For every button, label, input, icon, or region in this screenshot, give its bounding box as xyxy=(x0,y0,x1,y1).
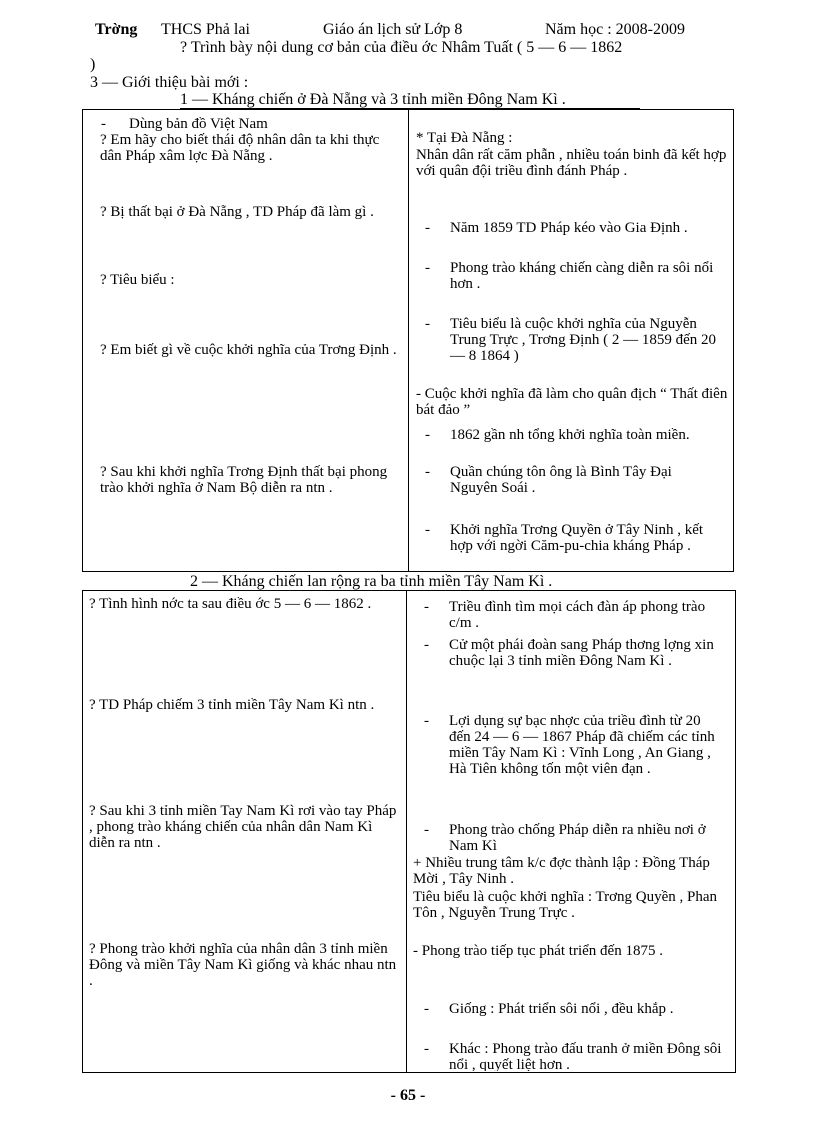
intro-heading: 3 — Giới thiệu bài mới : xyxy=(90,74,249,91)
right-answer: Phong trào kháng chiến càng diễn ra sôi nổi hơn . xyxy=(450,260,714,292)
right-answer: Khởi nghĩa Trơng Quyền ở Tây Ninh , kết hợp với ngời Căm-pu-chia kháng Pháp . xyxy=(450,522,704,554)
left-question: ? Em biết gì về cuộc khởi nghĩa của Trơng Định . xyxy=(100,342,397,358)
bullet-dash: - xyxy=(101,116,106,132)
review-question-end: ) xyxy=(90,56,96,73)
bullet-dash: - xyxy=(424,599,429,615)
left-question: ? Tình hình nớc ta sau điều ớc 5 — 6 — 1862 . xyxy=(89,596,372,612)
right-heading: * Tại Đà Nẵng : xyxy=(416,130,513,146)
section2-table xyxy=(82,590,736,1073)
right-answer: Năm 1859 TD Pháp kéo vào Gia Định . xyxy=(450,220,688,236)
left-question: ? Sau khi khởi nghĩa Trơng Định thất bại phong trào khởi nghĩa ở Nam Bộ diễn ra ntn . xyxy=(100,464,388,496)
right-answer: + Nhiều trung tâm k/c đợc thành lập : Đồng Tháp Mời , Tây Ninh . xyxy=(413,855,710,887)
bullet-dash: - xyxy=(424,713,429,729)
left-question: ? Phong trào khởi nghĩa của nhân dân 3 tỉnh miền Đông và miền Tây Nam Kì giống và khác nhau ntn . xyxy=(89,941,397,989)
bullet-dash: - xyxy=(424,1041,429,1057)
right-answer: - Cuộc khởi nghĩa đã làm cho quân địch “ Thất điên bát đảo ” xyxy=(416,386,728,418)
section1-table xyxy=(82,109,734,572)
left-question: ? Sau khi 3 tỉnh miền Tay Nam Kì rơi vào tay Pháp , phong trào kháng chiến của nhân dân Nam Kì diễn ra ntn . xyxy=(89,803,397,851)
right-answer: Nhân dân rất căm phẫn , nhiều toán binh đã kết hợp với quân đội triều đình đánh Pháp . xyxy=(416,147,727,179)
school-label: Trờng xyxy=(95,21,138,38)
right-answer: Phong trào chống Pháp diễn ra nhiều nơi ở Nam Kì xyxy=(449,822,706,854)
left-note-map: Dùng bản đồ Việt Nam xyxy=(129,116,268,132)
column-divider xyxy=(406,591,407,1072)
left-question: ? Em hãy cho biết thái độ nhân dân ta khi thực dân Pháp xâm lợc Đà Nẵng . xyxy=(100,132,380,164)
school-year: Năm học : 2008-2009 xyxy=(545,21,685,38)
review-question: ? Trình bày nội dung cơ bản của điều ớc Nhâm Tuất ( 5 — 6 — 1862 xyxy=(180,39,623,56)
bullet-dash: - xyxy=(424,1001,429,1017)
right-answer: Tiêu biểu là cuộc khởi nghĩa : Trơng Quyền , Phan Tôn , Nguyễn Trung Trực . xyxy=(413,889,718,921)
bullet-dash: - xyxy=(424,637,429,653)
right-answer: 1862 gần nh tổng khởi nghĩa toàn miền. xyxy=(450,427,690,443)
right-answer: Lợi dụng sự bạc nhợc của triều đình từ 20 đến 24 — 6 — 1867 Pháp đã chiếm các tỉnh miền Tây Nam Kì : Vĩnh Long , An Giang , Hà Tiên không tốn một viên đạn . xyxy=(449,713,715,777)
right-answer: Giống : Phát triển sôi nổi , đều khắp . xyxy=(449,1001,674,1017)
left-question: ? TD Pháp chiếm 3 tỉnh miền Tây Nam Kì ntn . xyxy=(89,697,375,713)
school-name: THCS Phả lai xyxy=(161,21,250,38)
left-question: ? Bị thất bại ở Đà Nẵng , TD Pháp đã làm gì . xyxy=(100,204,374,220)
column-divider xyxy=(408,110,409,571)
bullet-dash: - xyxy=(424,822,429,838)
bullet-dash: - xyxy=(425,220,430,236)
right-answer: Cử một phái đoàn sang Pháp thơng lợng xin chuộc lại 3 tỉnh miền Đông Nam Kì . xyxy=(449,637,714,669)
bullet-dash: - xyxy=(425,260,430,276)
page-number: - 65 - xyxy=(390,1087,426,1104)
right-answer: Quần chúng tôn ông là Bình Tây Đại Nguyên Soái . xyxy=(450,464,672,496)
right-answer: - Phong trào tiếp tục phát triển đến 1875 . xyxy=(413,943,663,959)
section2-title: 2 — Kháng chiến lan rộng ra ba tỉnh miền Tây Nam Kì . xyxy=(190,573,553,590)
left-question: ? Tiêu biểu : xyxy=(100,272,175,288)
bullet-dash: - xyxy=(425,427,430,443)
bullet-dash: - xyxy=(425,522,430,538)
bullet-dash: - xyxy=(425,316,430,332)
bullet-dash: - xyxy=(425,464,430,480)
right-answer: Triều đình tìm mọi cách đàn áp phong trào c/m . xyxy=(449,599,706,631)
section1-title: 1 — Kháng chiến ở Đà Nẵng và 3 tỉnh miền Đông Nam Kì . xyxy=(180,91,566,108)
right-answer: Khác : Phong trào đấu tranh ở miền Đông sôi nổi , quyết liệt hơn . xyxy=(449,1041,722,1071)
lesson-plan-title: Giáo án lịch sử Lớp 8 xyxy=(323,21,463,38)
right-answer: Tiêu biểu là cuộc khởi nghĩa của Nguyễn Trung Trực , Trơng Định ( 2 — 1859 đến 20 — 8 1864 ) xyxy=(450,316,716,364)
